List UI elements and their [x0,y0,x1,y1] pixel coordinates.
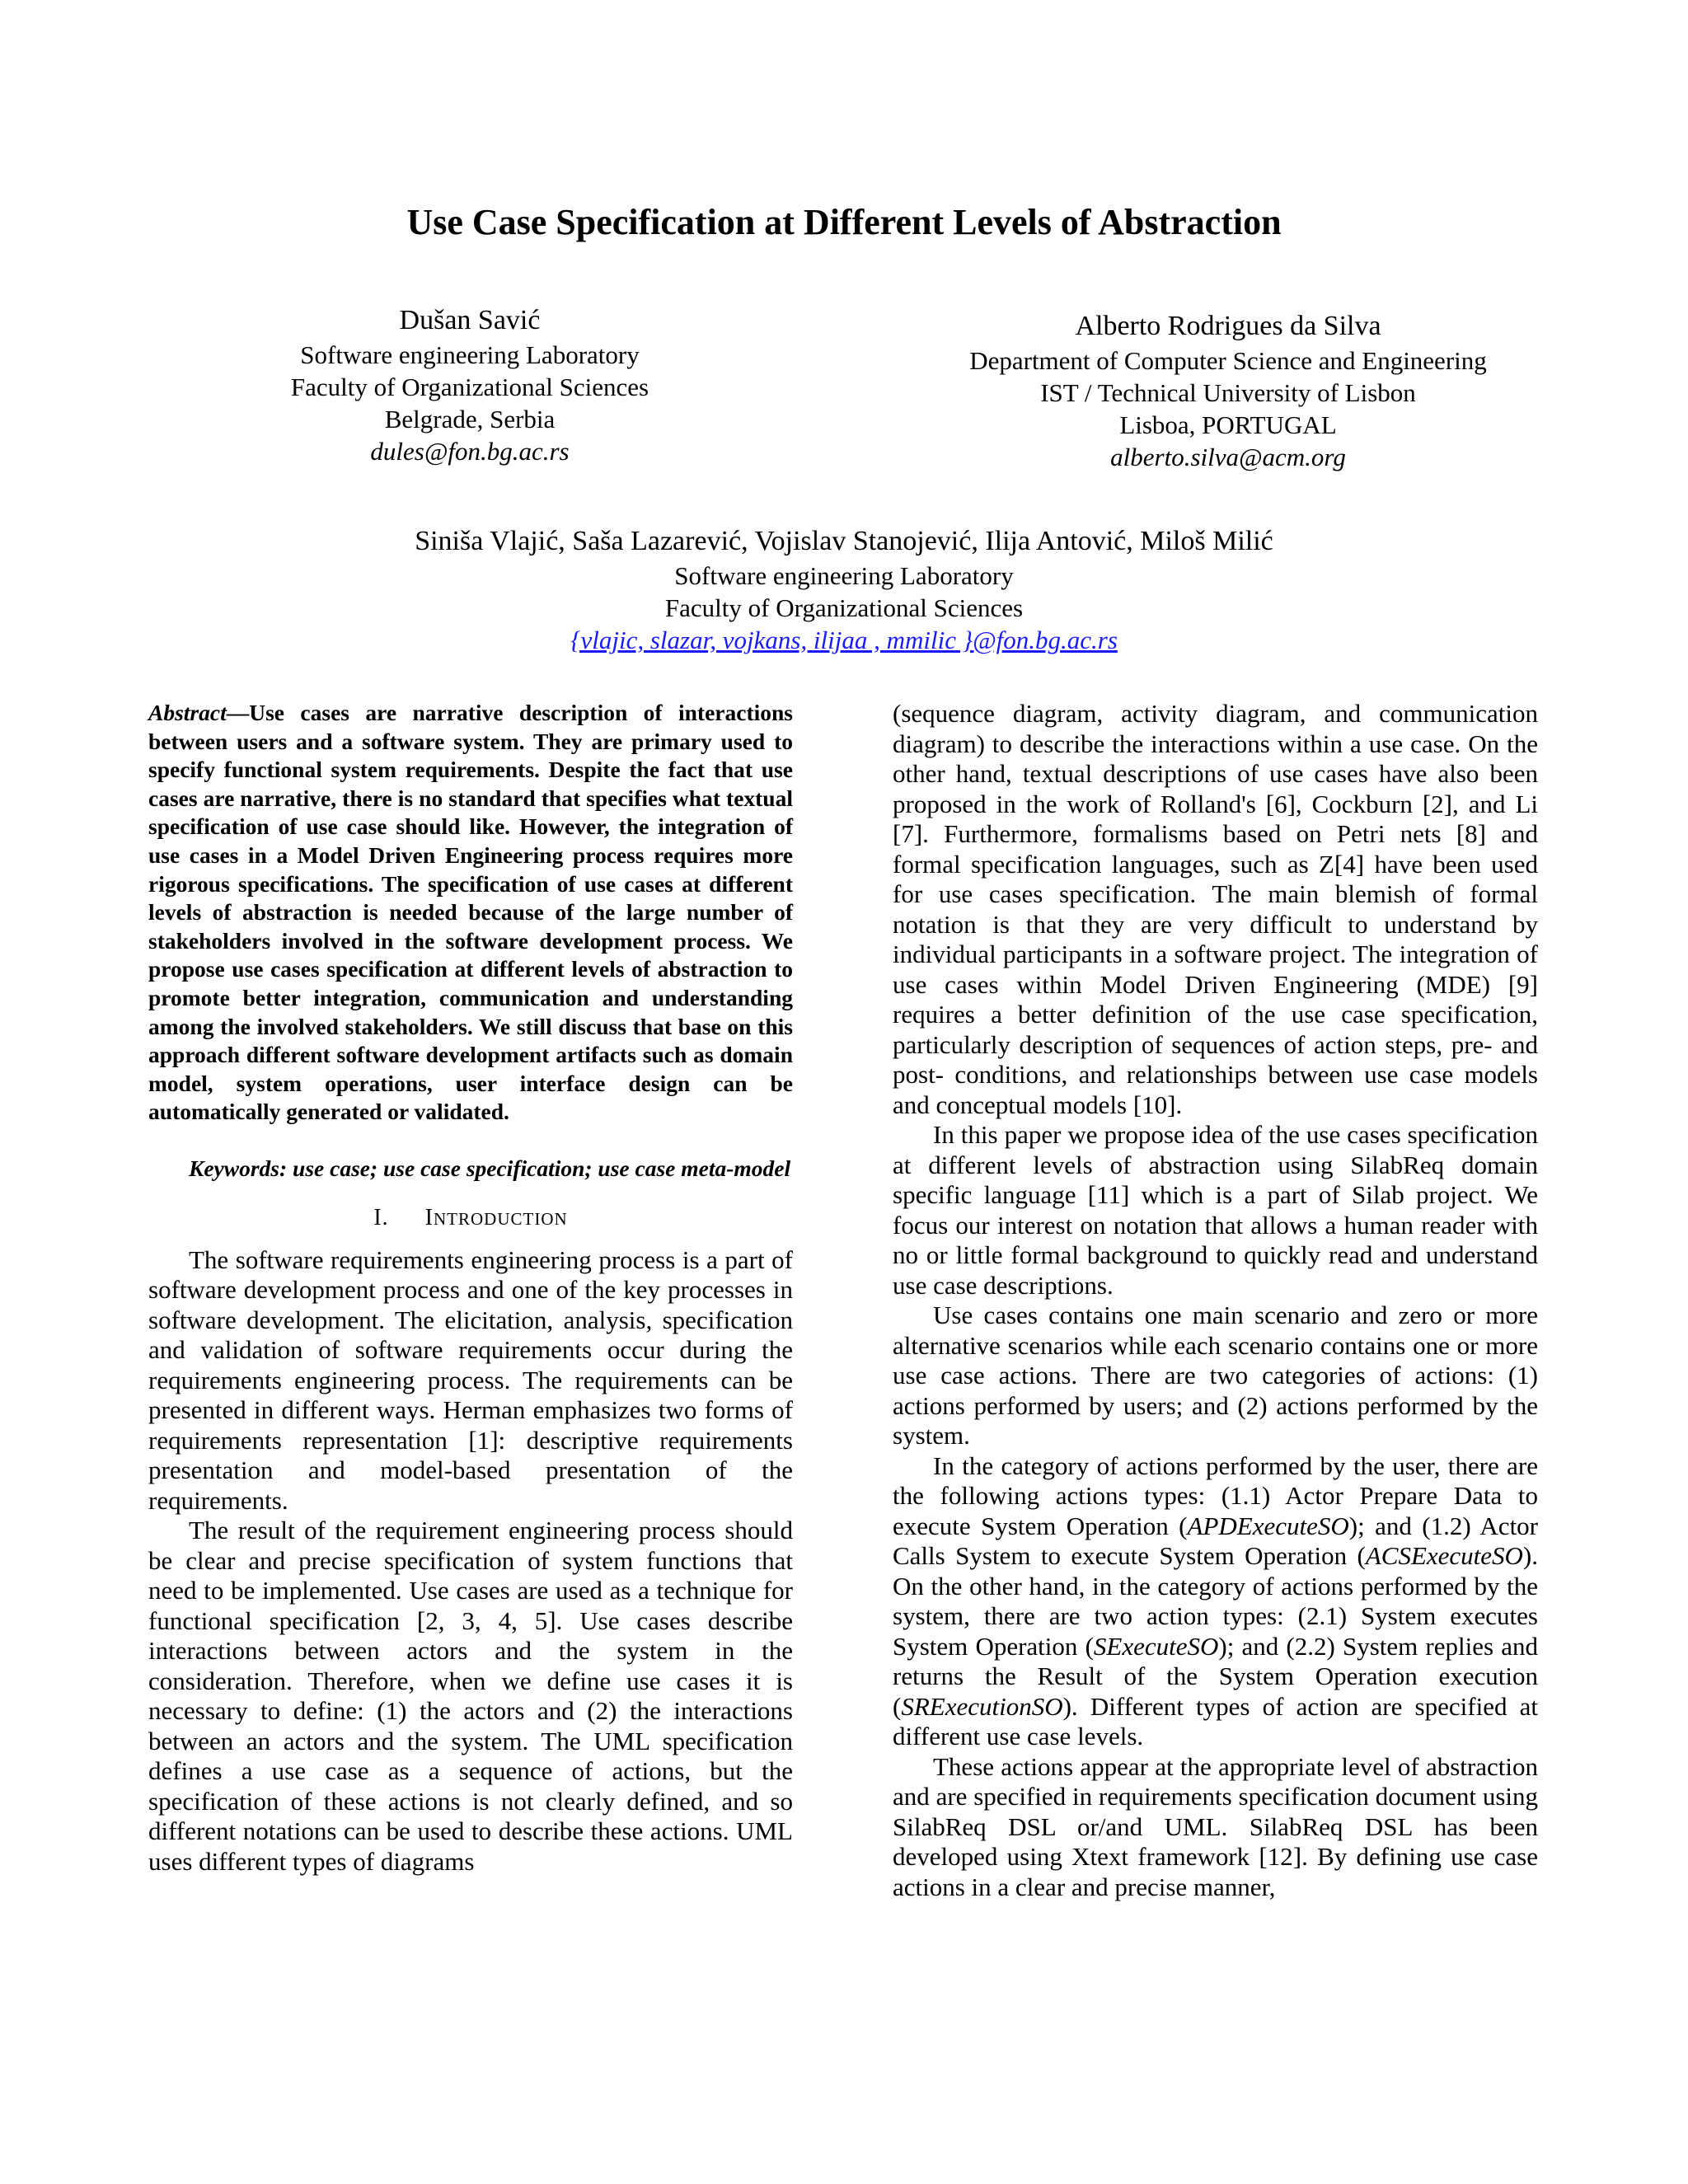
paper-title: Use Case Specification at Different Levels of Abstraction [406,202,1282,242]
author-affiliation-line: Belgrade, Serbia [384,405,556,434]
author-block-2 [874,308,1582,473]
author-affiliation-line: Lisboa, PORTUGAL [1119,410,1337,439]
author-name: Alberto Rodrigues da Silva [1075,311,1381,341]
text-run: ); and (2.2) System replies and returns the Result of the System Operation execution ( [893,1631,1538,1721]
body-paragraph: (sequence diagram, activity diagram, and communication diagram) to describe the interactions within a use case. On the other hand, textual descriptions of use cases have also been proposed in the work of Rolland's [6], Cockburn [2], and Li [7]. Furthermore, formalisms based on Petri nets [8] and formal specification languages, such as Z[4] have been used for use cases specification. The main blemish of formal notation is that they are very difficult to understand by individual participants in a software project. The integration of use cases within Model Driven Engineering (MDE) [9] requires a better definition of the use case specification, particularly description of sequences of action steps, pre- and post- conditions, and relationships between use case models and conceptual models [10]. [893,699,1538,1119]
author-block-3 [247,523,1441,656]
abstract-dash: — [226,700,250,725]
abstract-text: Use cases are narrative description of interactions between users and a software system. They are primary used to specify functional system requirements. Despite the fact that use cases are narrative, there is no standard that specifies what textual specification of use case should like. However, the integration of use cases in a Model Driven Engineering process requires more rigorous specifications. The specification of use cases at different levels of abstraction is needed because of the large number of stakeholders involved in the software development process. We propose use cases specification at different levels of abstraction to promote better integration, communication and understanding among the involved stakeholders. We still discuss that base on this approach different software development artifacts such as domain model, system operations, user interface design can be automatically generated or validated. [148,700,793,1125]
text-run: ). Different types of action are specified at different use case levels. [893,1691,1538,1750]
author-affiliation-line: Faculty of Organizational Sciences [664,593,1024,622]
author-affiliation-line: Software engineering Laboratory [300,340,640,369]
term-italic: ACSExecuteSO [1365,1541,1523,1570]
body-paragraph [893,1451,1538,1752]
section-number: I. [373,1204,389,1230]
text-run: ). On the other hand, in the category of actions performed by the system, there are two action types: (2.1) System executes System Operation ( [893,1541,1538,1661]
term-italic: SRExecutionSO [901,1691,1063,1721]
section-title-rest: NTRODUCTION [434,1208,568,1229]
text-run: In the category of actions performed by the user, there are the following actions types: (1.1) Actor Prepare Data to execute System Operation ( [893,1451,1538,1540]
left-column [148,699,793,1877]
body-paragraph: The result of the requirement engineering process should be clear and precise specification of system functions that need to be implemented. Use cases are used as a technique for functional specification [2, 3, 4, 5]. Use cases describe interactions between actors and the system in the consideration. Therefore, when we define use cases it is necessary to define: (1) the actors and (2) the interactions between an actors and the system. The UML specification defines a use case as a sequence of actions, but the specification of these actions is not clearly defined, and so different notations can be used to describe these actions. UML uses different types of diagrams [148,1516,793,1876]
author-affiliation-line: Software engineering Laboratory [674,561,1014,590]
term-italic: APDExecuteSO [1187,1511,1349,1540]
author-affiliation-line: IST / Technical University of Lisbon [1040,378,1416,407]
author-block-1 [206,302,734,467]
body-paragraph: Use cases contains one main scenario and zero or more alternative scenarios while each scenario contains one or more use case actions. There are two categories of actions: (1) actions performed by users; and (2) actions performed by the system. [893,1301,1538,1450]
author-names: Siniša Vlajić, Saša Lazarević, Vojislav Stanojević, Ilija Antović, Miloš Milić [415,526,1273,556]
text-run: ); and (1.2) Actor Calls System to execute System Operation ( [893,1511,1539,1570]
body-paragraph: These actions appear at the appropriate level of abstraction and are specified in requirements specification document using SilabReq DSL or/and UML. SilabReq DSL has been developed using Xtext framework [12]. By defining use case actions in a clear and precise manner, [893,1751,1538,1901]
author-affiliation-line: Department of Computer Science and Engineering [969,346,1487,375]
author-name: Dušan Savić [399,305,541,335]
author-affiliation-line: Faculty of Organizational Sciences [290,373,649,401]
abstract-lead: Abstract [148,700,227,725]
author-email: alberto.silva@acm.org [1110,443,1346,471]
section-title-initial: I [424,1204,434,1230]
section-heading [148,1203,793,1234]
body-paragraph: The software requirements engineering process is a part of software development process and one of the key processes in software development. The elicitation, analysis, specification and validation of software requirements occur during the requirements engineering process. The requirements can be presented in different ways. Herman emphasizes two forms of requirements representation [1]: descriptive requirements presentation and model-based presentation of the requirements. [148,1244,793,1515]
author-email-group [247,624,1441,656]
term-italic: SExecuteSO [1093,1631,1219,1661]
right-column [893,699,1538,1902]
keywords: Keywords: use case; use case specification; use case meta-model [189,1155,791,1181]
abstract [148,699,793,1127]
author-email: dules@fon.bg.ac.rs [370,437,570,466]
body-paragraph: In this paper we propose idea of the use cases specification at different levels of abstraction using SilabReq domain specific language [11] which is a part of Silab project. We focus our interest on notation that allows a human reader with no or little formal background to quickly read and understand use case descriptions. [893,1120,1538,1300]
email-link[interactable]: {vlajic, slazar, vojkans, ilijaa , mmilic }@fon.bg.ac.rs [570,626,1118,654]
